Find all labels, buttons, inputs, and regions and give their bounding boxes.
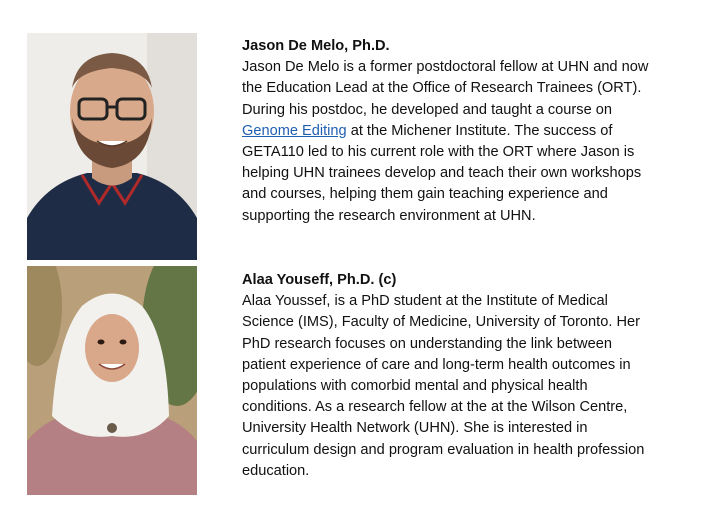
bio-line: PhD research focuses on understanding the link between [242,335,612,352]
bio-line: education. [242,462,310,479]
bio-line: and courses, helping them gain teaching experience and [242,186,608,203]
jason-de-melo-photo [27,33,197,260]
bio-line: Alaa Youssef, is a PhD student at the Institute of Medical [242,293,608,310]
bio-line: populations with comorbid mental and physical health [242,378,588,395]
profile-name: Alaa Youseff, Ph.D. (c) [242,272,397,288]
alaa-youseff-photo [27,266,197,495]
bio-line-text: at the Michener Institute. The success of [346,122,613,139]
bio-line: supporting the research environment at UHN. [242,207,536,224]
bio-line: conditions. As a research fellow at the at the Wilson Centre, [242,399,628,416]
bio-line: patient experience of care and long-term health outcomes in [242,356,631,373]
bio-line: Jason De Melo is a former postdoctoral fellow at UHN and now [242,59,649,76]
bio-line: GETA110 led to his current role with the ORT where Jason is [242,144,635,161]
profile-alaa [242,270,702,482]
profile-bio [242,291,702,482]
profile-jason [242,36,702,227]
bio-line [242,121,702,142]
genome-editing-link[interactable]: Genome Editing [242,122,347,139]
bio-line: University Health Network (UHN). She is interested in [242,420,588,437]
profile-name: Jason De Melo, Ph.D. [242,38,390,54]
profile-bio [242,57,702,227]
bio-line: curriculum design and program evaluation in health profession [242,441,645,458]
bio-line: Science (IMS), Faculty of Medicine, University of Toronto. Her [242,314,640,331]
bio-line: During his postdoc, he developed and taught a course on [242,101,612,118]
bio-line: helping UHN trainees develop and teach their own workshops [242,165,642,182]
bio-line: the Education Lead at the Office of Research Trainees (ORT). [242,80,642,97]
